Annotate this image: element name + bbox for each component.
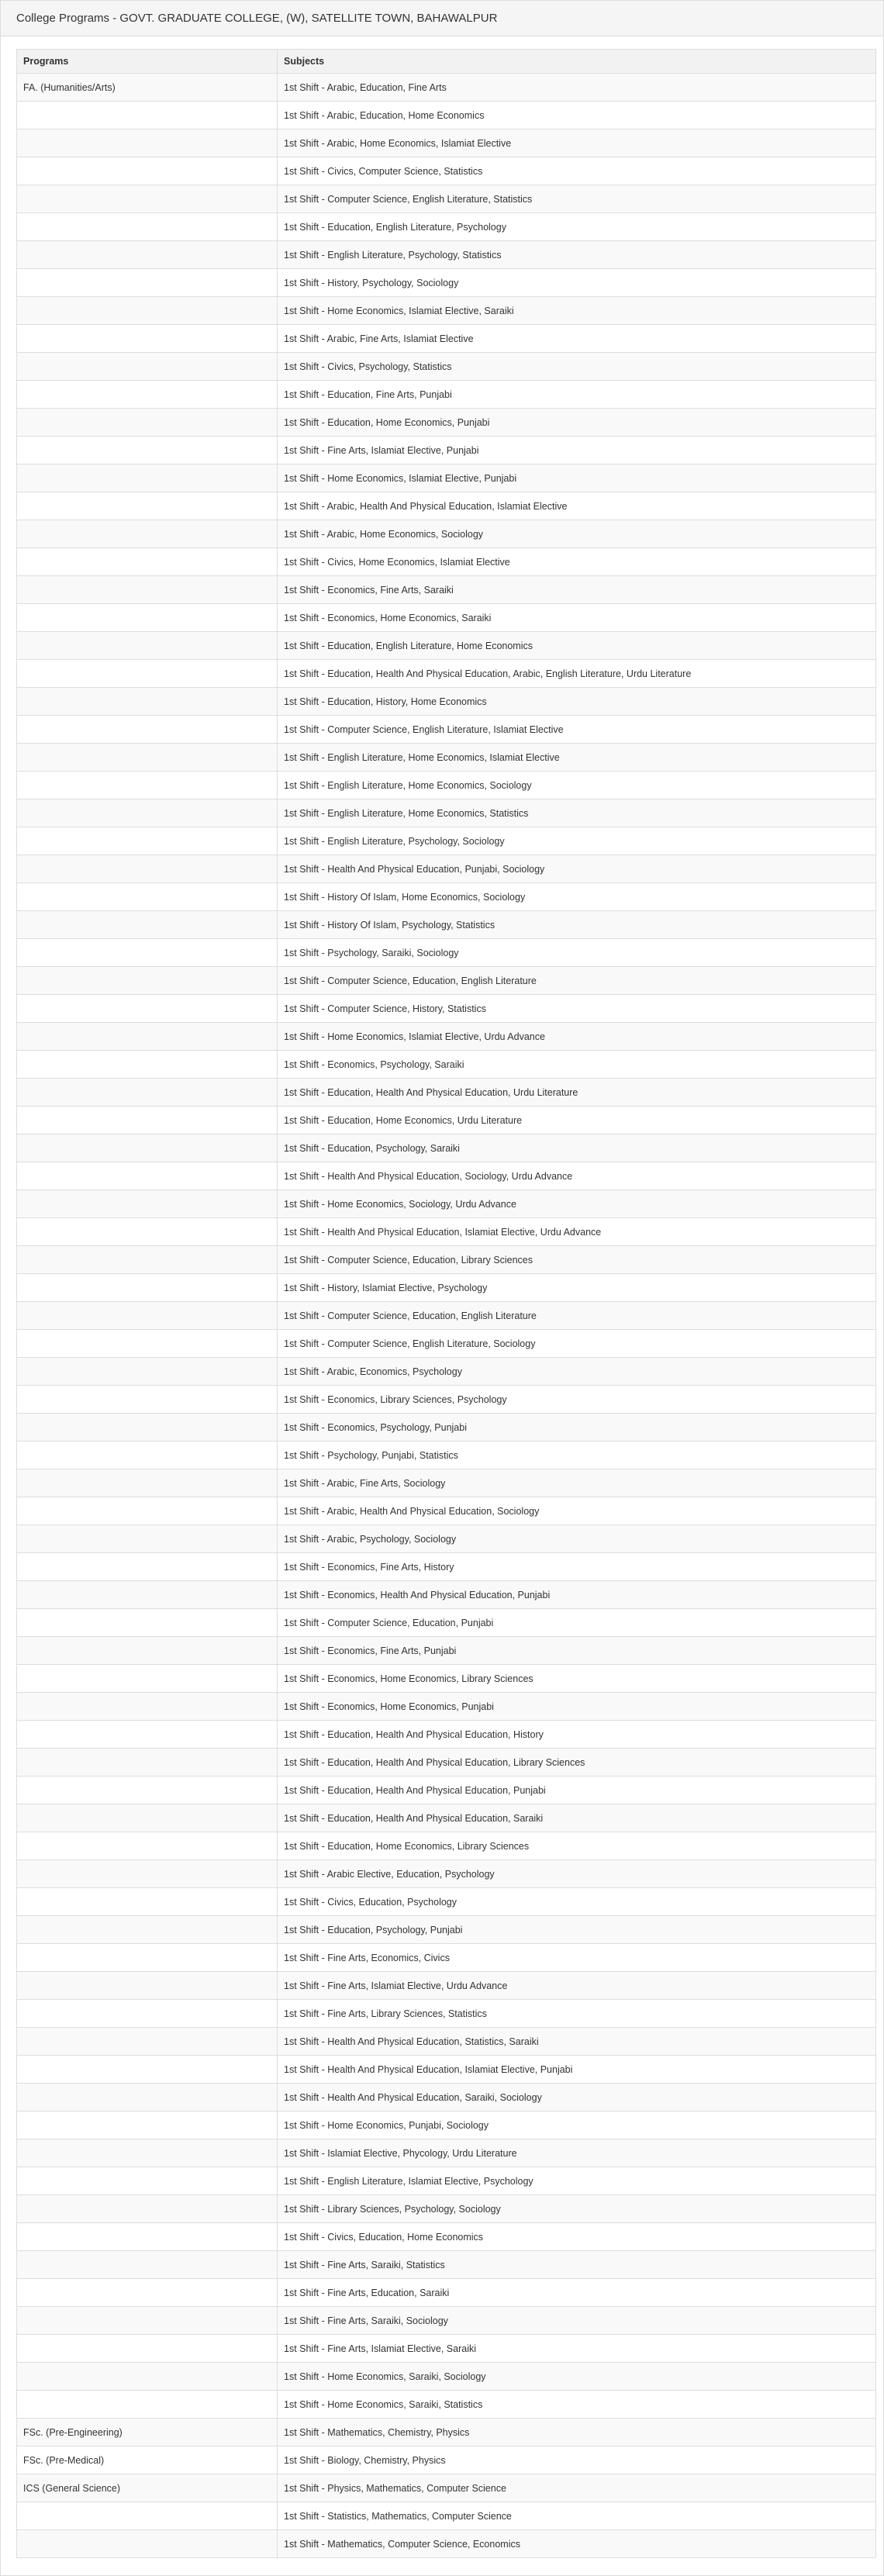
program-cell: [17, 1469, 278, 1497]
table-row: [17, 1888, 876, 1916]
program-cell: [17, 995, 278, 1023]
subjects-cell: 1st Shift - Psychology, Saraiki, Sociology: [278, 939, 876, 967]
subjects-cell: 1st Shift - English Literature, Islamiat Elective, Psychology: [278, 2167, 876, 2195]
table-row: [17, 827, 876, 855]
program-cell: [17, 325, 278, 353]
table-row: [17, 632, 876, 660]
program-cell: [17, 1079, 278, 1107]
program-cell: [17, 269, 278, 297]
program-cell: [17, 381, 278, 409]
table-row: [17, 1442, 876, 1469]
subjects-cell: 1st Shift - Health And Physical Education, Statistics, Saraiki: [278, 2028, 876, 2056]
program-cell: [17, 660, 278, 688]
table-row: [17, 1469, 876, 1497]
subjects-cell: 1st Shift - Biology, Chemistry, Physics: [278, 2447, 876, 2474]
program-cell: [17, 1190, 278, 1218]
table-row: [17, 2530, 876, 2558]
table-row: [17, 1386, 876, 1414]
subjects-cell: 1st Shift - Education, Psychology, Saraiki: [278, 1134, 876, 1162]
header-programs: Programs: [17, 50, 278, 74]
table-row: [17, 1023, 876, 1051]
subjects-cell: 1st Shift - Education, Home Economics, Punjabi: [278, 409, 876, 437]
program-cell: [17, 241, 278, 269]
subjects-cell: 1st Shift - Arabic, Fine Arts, Islamiat Elective: [278, 325, 876, 353]
table-row: [17, 1637, 876, 1665]
table-row: [17, 1497, 876, 1525]
program-cell: [17, 827, 278, 855]
program-cell: [17, 1358, 278, 1386]
program-cell: [17, 2279, 278, 2307]
subjects-cell: 1st Shift - Fine Arts, Saraiki, Statistics: [278, 2251, 876, 2279]
subjects-cell: 1st Shift - Home Economics, Islamiat Elective, Saraiki: [278, 297, 876, 325]
subjects-cell: 1st Shift - Arabic, Health And Physical Education, Sociology: [278, 1497, 876, 1525]
program-cell: [17, 1609, 278, 1637]
subjects-cell: 1st Shift - Education, Health And Physical Education, Urdu Literature: [278, 1079, 876, 1107]
subjects-cell: 1st Shift - Civics, Psychology, Statistics: [278, 353, 876, 381]
subjects-cell: 1st Shift - Fine Arts, Islamiat Elective, Urdu Advance: [278, 1972, 876, 2000]
program-cell: [17, 1693, 278, 1721]
table-row: [17, 1302, 876, 1330]
table-row: [17, 269, 876, 297]
subjects-cell: 1st Shift - Economics, Library Sciences, Psychology: [278, 1386, 876, 1414]
table-row: [17, 325, 876, 353]
subjects-cell: 1st Shift - Health And Physical Education, Saraiki, Sociology: [278, 2084, 876, 2112]
subjects-cell: 1st Shift - History, Islamiat Elective, Psychology: [278, 1274, 876, 1302]
subjects-cell: 1st Shift - Fine Arts, Economics, Civics: [278, 1944, 876, 1972]
table-row: [17, 102, 876, 129]
subjects-cell: 1st Shift - Mathematics, Computer Science, Economics: [278, 2530, 876, 2558]
table-row: [17, 576, 876, 604]
table-row: [17, 1553, 876, 1581]
subjects-cell: 1st Shift - Home Economics, Punjabi, Sociology: [278, 2112, 876, 2139]
table-row: [17, 604, 876, 632]
table-row: [17, 1246, 876, 1274]
program-cell: [17, 2335, 278, 2363]
table-row: [17, 2419, 876, 2447]
program-cell: [17, 576, 278, 604]
program-cell: [17, 213, 278, 241]
program-cell: [17, 744, 278, 772]
subjects-cell: 1st Shift - Computer Science, History, Statistics: [278, 995, 876, 1023]
subjects-cell: 1st Shift - Arabic, Health And Physical Education, Islamiat Elective: [278, 492, 876, 520]
program-cell: [17, 548, 278, 576]
table-row: [17, 855, 876, 883]
table-row: [17, 1274, 876, 1302]
subjects-cell: 1st Shift - Education, Health And Physical Education, Library Sciences: [278, 1749, 876, 1777]
subjects-cell: 1st Shift - English Literature, Psychology, Sociology: [278, 827, 876, 855]
table-row: [17, 799, 876, 827]
program-cell: [17, 1134, 278, 1162]
program-cell: [17, 1553, 278, 1581]
subjects-cell: 1st Shift - English Literature, Psychology, Statistics: [278, 241, 876, 269]
program-cell: ICS (General Science): [17, 2474, 278, 2502]
subjects-cell: 1st Shift - Home Economics, Islamiat Elective, Urdu Advance: [278, 1023, 876, 1051]
table-row: [17, 1665, 876, 1693]
program-cell: [17, 1832, 278, 1860]
table-row: [17, 1804, 876, 1832]
subjects-cell: 1st Shift - Education, Psychology, Punjabi: [278, 1916, 876, 1944]
program-cell: [17, 1804, 278, 1832]
table-row: [17, 2391, 876, 2419]
table-row: [17, 2363, 876, 2391]
table-row: [17, 1051, 876, 1079]
table-row: [17, 688, 876, 716]
subjects-cell: 1st Shift - Education, Health And Physical Education, Arabic, English Literature, Urdu Literature: [278, 660, 876, 688]
program-cell: [17, 2028, 278, 2056]
table-row: [17, 381, 876, 409]
subjects-cell: 1st Shift - Economics, Fine Arts, Punjabi: [278, 1637, 876, 1665]
table-row: [17, 1414, 876, 1442]
subjects-cell: 1st Shift - History, Psychology, Sociology: [278, 269, 876, 297]
subjects-cell: 1st Shift - Statistics, Mathematics, Computer Science: [278, 2502, 876, 2530]
subjects-cell: 1st Shift - Economics, Health And Physical Education, Punjabi: [278, 1581, 876, 1609]
program-cell: FA. (Humanities/Arts): [17, 74, 278, 102]
subjects-cell: 1st Shift - Education, History, Home Economics: [278, 688, 876, 716]
panel-body: [1, 36, 883, 2558]
table-row: [17, 1916, 876, 1944]
table-row: [17, 2447, 876, 2474]
table-row: [17, 2335, 876, 2363]
table-row: [17, 464, 876, 492]
table-row: [17, 1832, 876, 1860]
subjects-cell: 1st Shift - Home Economics, Sociology, Urdu Advance: [278, 1190, 876, 1218]
table-row: [17, 1721, 876, 1749]
table-row: [17, 185, 876, 213]
program-cell: [17, 185, 278, 213]
subjects-cell: 1st Shift - Computer Science, English Literature, Sociology: [278, 1330, 876, 1358]
program-cell: [17, 1414, 278, 1442]
program-cell: [17, 855, 278, 883]
subjects-cell: 1st Shift - Computer Science, Education, English Literature: [278, 967, 876, 995]
subjects-cell: 1st Shift - Economics, Fine Arts, History: [278, 1553, 876, 1581]
program-cell: [17, 409, 278, 437]
program-cell: [17, 2056, 278, 2084]
table-row: [17, 1777, 876, 1804]
program-cell: [17, 2251, 278, 2279]
program-cell: [17, 772, 278, 799]
program-cell: [17, 2112, 278, 2139]
subjects-cell: 1st Shift - Arabic Elective, Education, Psychology: [278, 1860, 876, 1888]
program-cell: [17, 1330, 278, 1358]
subjects-cell: 1st Shift - Mathematics, Chemistry, Physics: [278, 2419, 876, 2447]
program-cell: [17, 632, 278, 660]
table-row: [17, 409, 876, 437]
program-cell: [17, 1162, 278, 1190]
program-cell: [17, 2195, 278, 2223]
table-row: [17, 520, 876, 548]
table-row: [17, 660, 876, 688]
table-row: [17, 939, 876, 967]
table-row: [17, 1134, 876, 1162]
program-cell: [17, 1777, 278, 1804]
subjects-cell: 1st Shift - Health And Physical Education, Islamiat Elective, Urdu Advance: [278, 1218, 876, 1246]
table-row: [17, 1609, 876, 1637]
subjects-cell: 1st Shift - Health And Physical Education, Sociology, Urdu Advance: [278, 1162, 876, 1190]
table-row: [17, 1525, 876, 1553]
table-header: [17, 50, 876, 74]
table-row: [17, 74, 876, 102]
program-cell: [17, 1665, 278, 1693]
program-cell: [17, 716, 278, 744]
program-cell: [17, 1274, 278, 1302]
program-cell: FSc. (Pre-Engineering): [17, 2419, 278, 2447]
program-cell: [17, 883, 278, 911]
program-cell: [17, 2223, 278, 2251]
program-cell: [17, 129, 278, 157]
table-row: [17, 2139, 876, 2167]
table-row: [17, 1079, 876, 1107]
subjects-cell: 1st Shift - Islamiat Elective, Phycology, Urdu Literature: [278, 2139, 876, 2167]
table-row: [17, 967, 876, 995]
program-cell: [17, 1386, 278, 1414]
table-row: [17, 1944, 876, 1972]
subjects-cell: 1st Shift - Economics, Psychology, Punjabi: [278, 1414, 876, 1442]
program-cell: [17, 2530, 278, 2558]
subjects-cell: 1st Shift - Civics, Education, Home Economics: [278, 2223, 876, 2251]
subjects-cell: 1st Shift - History Of Islam, Home Economics, Sociology: [278, 883, 876, 911]
table-row: [17, 2084, 876, 2112]
subjects-cell: 1st Shift - Computer Science, Education, Punjabi: [278, 1609, 876, 1637]
table-row: [17, 911, 876, 939]
table-row: [17, 2195, 876, 2223]
table-row: [17, 883, 876, 911]
subjects-cell: 1st Shift - Home Economics, Islamiat Elective, Punjabi: [278, 464, 876, 492]
table-row: [17, 1972, 876, 2000]
table-row: [17, 2167, 876, 2195]
page-title: College Programs - GOVT. GRADUATE COLLEGE, (W), SATELLITE TOWN, BAHAWALPUR: [1, 1, 883, 36]
subjects-cell: 1st Shift - Computer Science, Education, Library Sciences: [278, 1246, 876, 1274]
program-cell: [17, 2084, 278, 2112]
program-cell: [17, 157, 278, 185]
subjects-cell: 1st Shift - Arabic, Home Economics, Islamiat Elective: [278, 129, 876, 157]
table-row: [17, 2028, 876, 2056]
program-cell: [17, 2000, 278, 2028]
program-cell: [17, 353, 278, 381]
subjects-cell: 1st Shift - Arabic, Education, Fine Arts: [278, 74, 876, 102]
table-row: [17, 353, 876, 381]
table-header-row: [17, 50, 876, 74]
table-row: [17, 2056, 876, 2084]
program-cell: [17, 1246, 278, 1274]
table-row: [17, 2251, 876, 2279]
table-row: [17, 1358, 876, 1386]
table-row: [17, 157, 876, 185]
program-cell: [17, 1637, 278, 1665]
table-row: [17, 1218, 876, 1246]
table-row: [17, 2474, 876, 2502]
program-cell: [17, 1916, 278, 1944]
table-row: [17, 2112, 876, 2139]
subjects-cell: 1st Shift - Education, Home Economics, Library Sciences: [278, 1832, 876, 1860]
program-cell: [17, 520, 278, 548]
table-row: [17, 2307, 876, 2335]
header-subjects: Subjects: [278, 50, 876, 74]
subjects-cell: 1st Shift - Civics, Home Economics, Islamiat Elective: [278, 548, 876, 576]
table-row: [17, 1581, 876, 1609]
subjects-cell: 1st Shift - Health And Physical Education, Islamiat Elective, Punjabi: [278, 2056, 876, 2084]
subjects-cell: 1st Shift - Fine Arts, Education, Saraiki: [278, 2279, 876, 2307]
program-cell: FSc. (Pre-Medical): [17, 2447, 278, 2474]
program-cell: [17, 911, 278, 939]
table-row: [17, 1693, 876, 1721]
table-row: [17, 241, 876, 269]
table-row: [17, 995, 876, 1023]
subjects-cell: 1st Shift - Computer Science, English Literature, Islamiat Elective: [278, 716, 876, 744]
table-row: [17, 2502, 876, 2530]
program-cell: [17, 437, 278, 464]
subjects-cell: 1st Shift - Psychology, Punjabi, Statistics: [278, 1442, 876, 1469]
program-cell: [17, 1497, 278, 1525]
subjects-cell: 1st Shift - Education, English Literature, Home Economics: [278, 632, 876, 660]
subjects-cell: 1st Shift - Economics, Fine Arts, Saraiki: [278, 576, 876, 604]
program-cell: [17, 1888, 278, 1916]
program-cell: [17, 799, 278, 827]
subjects-cell: 1st Shift - Arabic, Economics, Psychology: [278, 1358, 876, 1386]
program-cell: [17, 1442, 278, 1469]
table-row: [17, 1107, 876, 1134]
subjects-cell: 1st Shift - Fine Arts, Library Sciences, Statistics: [278, 2000, 876, 2028]
program-cell: [17, 1972, 278, 2000]
subjects-cell: 1st Shift - Arabic, Fine Arts, Sociology: [278, 1469, 876, 1497]
program-cell: [17, 1581, 278, 1609]
subjects-cell: 1st Shift - Education, English Literature, Psychology: [278, 213, 876, 241]
program-cell: [17, 2363, 278, 2391]
program-cell: [17, 102, 278, 129]
program-cell: [17, 297, 278, 325]
subjects-cell: 1st Shift - Arabic, Education, Home Economics: [278, 102, 876, 129]
subjects-cell: 1st Shift - Physics, Mathematics, Computer Science: [278, 2474, 876, 2502]
program-cell: [17, 1218, 278, 1246]
program-cell: [17, 1721, 278, 1749]
subjects-cell: 1st Shift - English Literature, Home Economics, Islamiat Elective: [278, 744, 876, 772]
table-row: [17, 1330, 876, 1358]
subjects-cell: 1st Shift - Computer Science, Education, English Literature: [278, 1302, 876, 1330]
program-cell: [17, 1023, 278, 1051]
program-cell: [17, 1302, 278, 1330]
program-cell: [17, 2139, 278, 2167]
subjects-cell: 1st Shift - Economics, Psychology, Saraiki: [278, 1051, 876, 1079]
program-cell: [17, 2307, 278, 2335]
programs-table: [16, 49, 876, 2558]
subjects-cell: 1st Shift - Education, Health And Physical Education, History: [278, 1721, 876, 1749]
program-cell: [17, 2167, 278, 2195]
subjects-cell: 1st Shift - Computer Science, English Literature, Statistics: [278, 185, 876, 213]
program-cell: [17, 1107, 278, 1134]
table-row: [17, 437, 876, 464]
subjects-cell: 1st Shift - Education, Home Economics, Urdu Literature: [278, 1107, 876, 1134]
subjects-cell: 1st Shift - Economics, Home Economics, Library Sciences: [278, 1665, 876, 1693]
subjects-cell: 1st Shift - Education, Fine Arts, Punjabi: [278, 381, 876, 409]
subjects-cell: 1st Shift - English Literature, Home Economics, Statistics: [278, 799, 876, 827]
table-row: [17, 1860, 876, 1888]
table-row: [17, 548, 876, 576]
program-cell: [17, 939, 278, 967]
table-row: [17, 716, 876, 744]
subjects-cell: 1st Shift - Fine Arts, Saraiki, Sociology: [278, 2307, 876, 2335]
table-row: [17, 744, 876, 772]
table-row: [17, 213, 876, 241]
program-cell: [17, 1525, 278, 1553]
table-row: [17, 1190, 876, 1218]
program-cell: [17, 2391, 278, 2419]
table-body: [17, 74, 876, 2558]
table-row: [17, 1749, 876, 1777]
subjects-cell: 1st Shift - Economics, Home Economics, Saraiki: [278, 604, 876, 632]
program-cell: [17, 2502, 278, 2530]
program-cell: [17, 604, 278, 632]
subjects-cell: 1st Shift - Education, Health And Physical Education, Saraiki: [278, 1804, 876, 1832]
subjects-cell: 1st Shift - Fine Arts, Islamiat Elective, Saraiki: [278, 2335, 876, 2363]
subjects-cell: 1st Shift - Civics, Education, Psychology: [278, 1888, 876, 1916]
subjects-cell: 1st Shift - Education, Health And Physical Education, Punjabi: [278, 1777, 876, 1804]
program-cell: [17, 1860, 278, 1888]
subjects-cell: 1st Shift - English Literature, Home Economics, Sociology: [278, 772, 876, 799]
table-row: [17, 492, 876, 520]
table-row: [17, 129, 876, 157]
subjects-cell: 1st Shift - Home Economics, Saraiki, Statistics: [278, 2391, 876, 2419]
subjects-cell: 1st Shift - Health And Physical Education, Punjabi, Sociology: [278, 855, 876, 883]
table-row: [17, 297, 876, 325]
subjects-cell: 1st Shift - History Of Islam, Psychology, Statistics: [278, 911, 876, 939]
table-row: [17, 2223, 876, 2251]
table-row: [17, 772, 876, 799]
table-row: [17, 2000, 876, 2028]
program-cell: [17, 967, 278, 995]
program-cell: [17, 1051, 278, 1079]
program-cell: [17, 688, 278, 716]
program-cell: [17, 464, 278, 492]
program-cell: [17, 1749, 278, 1777]
subjects-cell: 1st Shift - Arabic, Psychology, Sociology: [278, 1525, 876, 1553]
subjects-cell: 1st Shift - Fine Arts, Islamiat Elective, Punjabi: [278, 437, 876, 464]
subjects-cell: 1st Shift - Economics, Home Economics, Punjabi: [278, 1693, 876, 1721]
table-row: [17, 1162, 876, 1190]
subjects-cell: 1st Shift - Library Sciences, Psychology, Sociology: [278, 2195, 876, 2223]
program-cell: [17, 1944, 278, 1972]
subjects-cell: 1st Shift - Civics, Computer Science, Statistics: [278, 157, 876, 185]
table-row: [17, 2279, 876, 2307]
program-cell: [17, 492, 278, 520]
subjects-cell: 1st Shift - Arabic, Home Economics, Sociology: [278, 520, 876, 548]
subjects-cell: 1st Shift - Home Economics, Saraiki, Sociology: [278, 2363, 876, 2391]
